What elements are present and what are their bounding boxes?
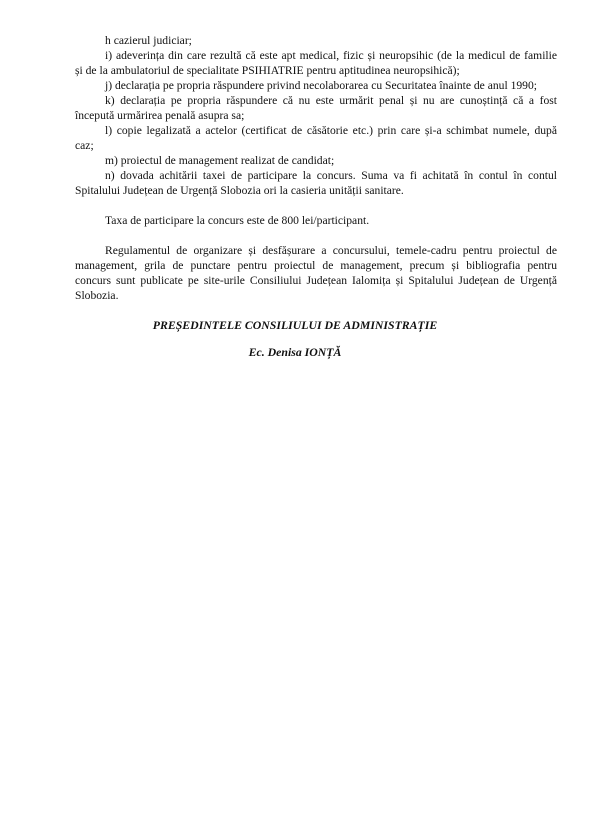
regulation-line3: concurs sunt publicate pe site-urile Consiliului Județean Ialomița și Spitalului Județean de Urgență (75, 274, 557, 287)
item-m: m) proiectul de management realizat de candidat; (105, 154, 335, 167)
regulation-line2: management, grila de punctare pentru proiectul de management, precum și bibliografia pentru (75, 259, 557, 272)
item-k-line1: k) declarația pe propria răspundere că nu este urmărit penal și nu are cunoștință că a fost (105, 94, 557, 107)
item-i-line2: și de la ambulatoriul de specialitate PSIHIATRIE pentru aptitudinea neuropsihică); (75, 64, 460, 77)
item-i-line1: i) adeverința din care rezultă că este apt medical, fizic și neuropsihic (de la medicul de familie (105, 49, 557, 62)
signature-title: PREȘEDINTELE CONSILIULUI DE ADMINISTRAȚIE (152, 318, 438, 332)
item-n-line1: n) dovada achitării taxei de participare la concurs. Suma va fi achitată în contul în contul (105, 169, 557, 182)
regulation-line1: Regulamentul de organizare și desfășurare a concursului, temele-cadru pentru proiectul de (105, 244, 557, 257)
spacer (75, 228, 557, 243)
item-j: j) declarația pe propria răspundere privind necolaborarea cu Securitatea înainte de anul 1990; (105, 79, 537, 92)
fee-paragraph: Taxa de participare la concurs este de 800 lei/participant. (105, 214, 370, 227)
spacer (75, 198, 557, 213)
item-k-line2: începută urmărirea penală asupra sa; (75, 109, 245, 122)
item-l-line2: caz; (75, 139, 94, 152)
document-body (75, 33, 557, 303)
item-n-line2: Spitalului Județean de Urgență Slobozia ori la casieria unității sanitare. (75, 184, 404, 197)
item-h: h cazierul judiciar; (105, 34, 192, 47)
signature-name: Ec. Denisa IONȚĂ (248, 345, 342, 359)
item-l-line1: l) copie legalizată a actelor (certificat de căsătorie etc.) prin care și-a schimbat numele, după (105, 124, 557, 137)
regulation-line4: Slobozia. (75, 289, 119, 302)
